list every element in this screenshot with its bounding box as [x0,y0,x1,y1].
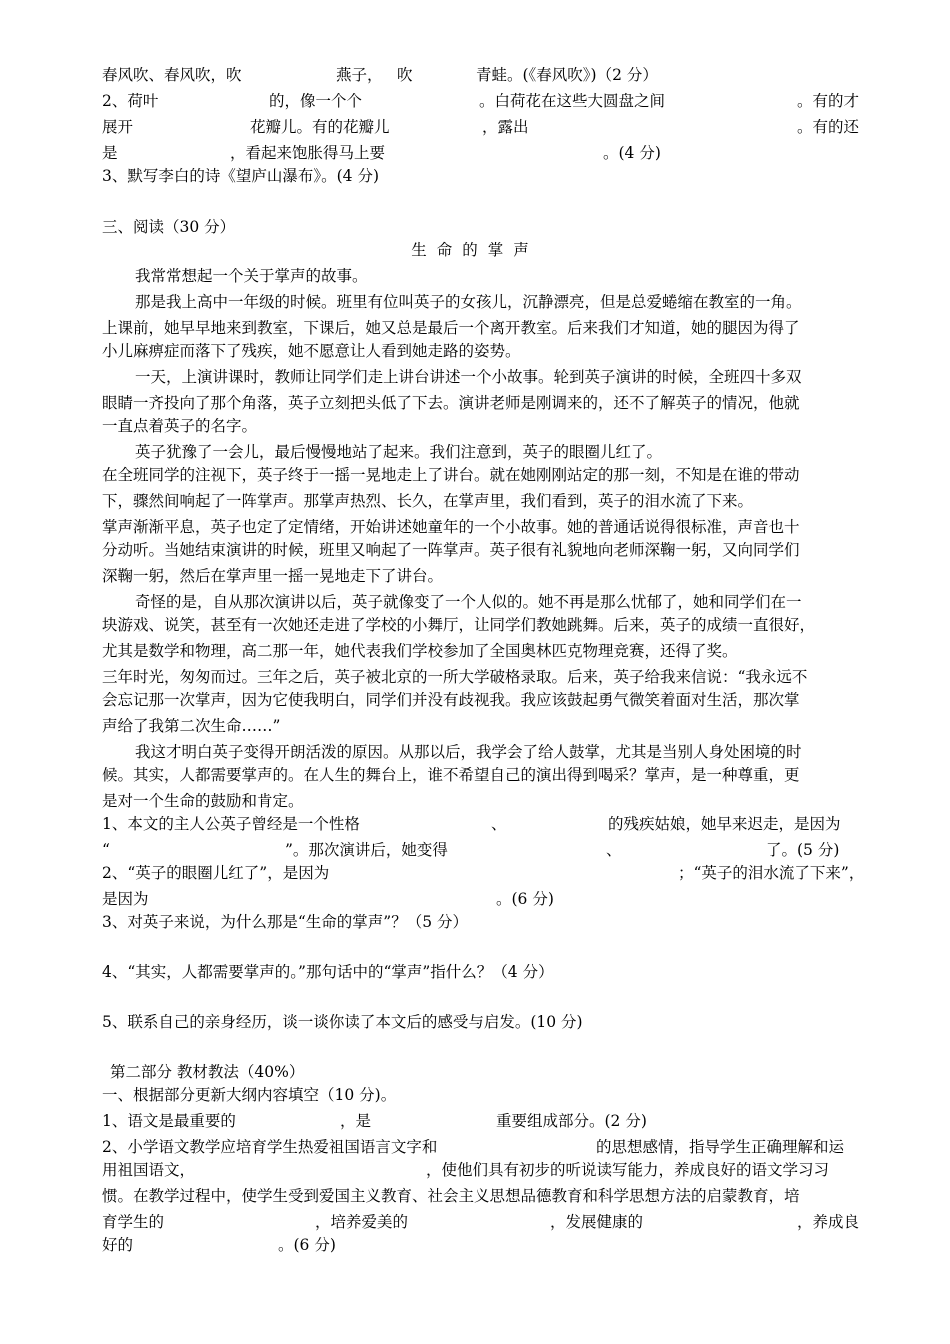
text-segment: “ [102,841,110,859]
text-segment: ，露出 [482,118,529,136]
text-segment: 青蛙。(《春风吹》)（2 分） [476,66,658,84]
text-segment: 是因为 [102,890,149,908]
text-segment: 吹 [397,66,413,84]
passage-line: 三年时光，匆匆而过。三年之后，英子被北京的一所大学破格录取。后来，英子给我来信说：“我永远不 [102,668,808,686]
text-segment: 用祖国语文， [102,1161,196,1179]
text-segment: 的，像一个个 [269,92,363,110]
passage-line: 深鞠一躬，然后在掌声里一摇一晃地走下了讲台。 [102,567,444,585]
passage-line: 一天，上演讲课时，教师让同学们走上讲台讲述一个小故事。轮到英子演讲的时候，全班四十多双 [135,368,802,386]
passage-line: 小儿麻痹症而落下了残疾，她不愿意让人看到她走路的姿势。 [102,342,521,360]
passage-line: 奇怪的是，自从那次演讲以后，英子就像变了一个人似的。她不再是那么忧郁了，她和同学们在一 [135,593,802,611]
passage-line: 分动听。当她结束演讲的时候，班里又响起了一阵掌声。英子很有礼貌地向老师深鞠一躬，又向同学们 [102,541,800,559]
text-segment: ，培养爱美的 [315,1213,409,1231]
text-segment: 育学生的 [102,1213,165,1231]
text-segment: ，养成良 [797,1213,860,1231]
passage-line: 掌声渐渐平息，英子也定了定情绪，开始讲述她童年的一个小故事。她的普通话说得很标准，声音也十 [102,518,800,536]
passage-line: 那是我上高中一年级的时候。班里有位叫英子的女孩儿，沉静漂亮，但是总爱蜷缩在教室的一角。 [135,293,802,311]
text-segment: 、 [491,815,507,833]
passage-line: 尤其是数学和物理，高二那一年，她代表我们学校参加了全国奥林匹克物理竞赛，还得了奖。 [102,642,738,660]
text-segment: ，看起来饱胀得马上要 [230,144,386,162]
passage-line: 我常常想起一个关于掌声的故事。 [135,267,368,285]
text-segment: ；“英子的泪水流了下来”， [678,864,865,882]
passage-line: 在全班同学的注视下，英子终于一摇一晃地走上了讲台。就在她刚刚站定的那一刻，不知是在谁的带动 [102,466,800,484]
text-segment: 1、语文是最重要的 [102,1112,236,1130]
text-segment: 、 [606,841,622,859]
text-segment: ，是 [340,1112,372,1130]
passage-line: 候。其实，人都需要掌声的。在人生的舞台上，谁不希望自己的演出得到喝采？掌声，是一种尊重，更 [102,766,800,784]
text-segment: 好的 [102,1236,134,1254]
part-2-instruction: 一、根据部分更新大纲内容填空（10 分)。 [102,1086,397,1104]
text-segment: 燕子， [336,66,383,84]
text-segment: 重要组成部分。(2 分) [496,1112,647,1130]
text-segment: 2、荷叶 [102,92,159,110]
passage-line: 是对一个生命的鼓励和肯定。 [102,792,304,810]
text-segment: 的思想感情，指导学生正确理解和运 [596,1138,845,1156]
text-segment: 春风吹、春风吹，吹 [102,66,242,84]
text-segment: 。(6 分) [278,1236,336,1254]
passage-line: 声给了我第二次生命……” [102,717,281,735]
text-segment: 花瓣儿。有的花瓣儿 [250,118,390,136]
passage-line: 一直点着英子的名字。 [102,417,258,435]
text-segment: 。白荷花在这些大圆盘之间 [479,92,666,110]
section-heading-part-2: 第二部分 教材教法（40%） [110,1063,305,1081]
passage-line: 块游戏、说笑，甚至有一次她还走进了学校的小舞厅，让同学们教她跳舞。后来，英子的成绩一直很好， [102,616,816,634]
text-segment: 是 [102,144,118,162]
text-segment: 。(6 分) [496,890,554,908]
section-heading-reading: 三、阅读（30 分） [102,218,236,236]
text-segment: ”。那次演讲后，她变得 [285,841,448,859]
passage-line: 英子犹豫了一会儿，最后慢慢地站了起来。我们注意到，英子的眼圈儿红了。 [135,443,663,461]
text-segment: 展开 [102,118,134,136]
text-segment: 。有的才 [797,92,860,110]
text-segment: 2、“英子的眼圈儿红了”，是因为 [102,864,330,882]
text-segment: 的残疾姑娘，她早来迟走，是因为 [608,815,841,833]
text-segment: 2、小学语文教学应培育学生热爱祖国语言文字和 [102,1138,438,1156]
text-segment: 。有的还 [797,118,860,136]
passage-title: 生命的掌声 [411,241,539,259]
passage-line: 我这才明白英子变得开朗活泼的原因。从那以后，我学会了给人鼓掌，尤其是当别人身处困境的时 [135,743,802,761]
text-segment: 。(4 分) [603,144,661,162]
passage-line: 上课前，她早早地来到教室，下课后，她又总是最后一个离开教室。后来我们才知道，她的腿因为得了 [102,319,800,337]
question-3: 3、默写李白的诗《望庐山瀑布》。(4 分) [102,167,379,185]
passage-line: 眼睛一齐投向了那个角落，英子立刻把头低了下去。演讲老师是刚调来的，还不了解英子的情况，他就 [102,394,800,412]
text-segment: ，使他们具有初步的听说读写能力，养成良好的语文学习习 [426,1161,830,1179]
passage-line: 会忘记那一次掌声，因为它使我明白，同学们并没有歧视我。我应该鼓起勇气微笑着面对生活，那次掌 [102,691,800,709]
text-segment: 了。(5 分) [766,841,840,859]
reading-question-5: 5、联系自己的亲身经历，谈一谈你读了本文后的感受与启发。(10 分) [102,1013,583,1031]
text-segment: 1、本文的主人公英子曾经是一个性格 [102,815,360,833]
reading-question-4: 4、“其实，人都需要掌声的。”那句话中的“掌声”指什么？（4 分） [102,963,554,981]
text-line: 惯。在教学过程中，使学生受到爱国主义教育、社会主义思想品德教育和科学思想方法的启蒙教育，培 [102,1187,800,1205]
reading-question-3: 3、对英子来说，为什么那是“生命的掌声”？（5 分） [102,913,468,931]
text-segment: ，发展健康的 [550,1213,644,1231]
passage-line: 下，骤然间响起了一阵掌声。那掌声热烈、长久，在掌声里，我们看到，英子的泪水流了下来。 [102,492,754,510]
